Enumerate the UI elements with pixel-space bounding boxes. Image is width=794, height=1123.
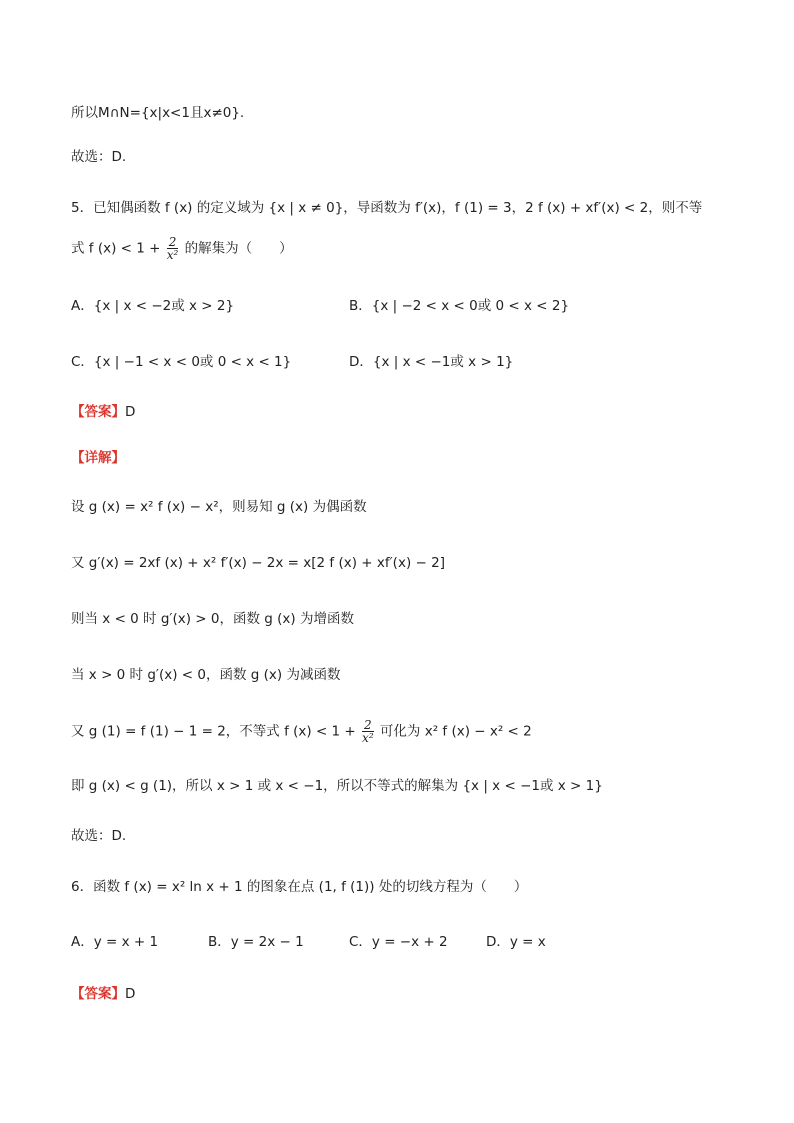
q5-answer xyxy=(71,402,135,422)
q5-detail-line3: 则当 x < 0 时 g′(x) > 0，函数 g (x) 为增函数 xyxy=(71,611,354,627)
previous-conclusion: 所以M∩N={x|x<1且x≠0}. xyxy=(71,105,245,121)
previous-choice: 故选：D. xyxy=(71,149,127,165)
q6-option-c: C．y = −x + 2 xyxy=(349,934,448,950)
q5-detail-line2: 又 g′(x) = 2xf (x) + x² f′(x) − 2x = x[2 f (x) + xf′(x) − 2] xyxy=(71,555,445,571)
q6-stem: 6．函数 f (x) = x² ln x + 1 的图象在点 (1, f (1)) 处的切线方程为（ ） xyxy=(71,879,528,895)
q5-option-a: A．{x | x < −2或 x > 2} xyxy=(71,298,235,314)
q5-fraction-denominator: x² xyxy=(166,248,179,262)
q5-detail-label: 【详解】 xyxy=(71,450,125,466)
q6-option-a: A．y = x + 1 xyxy=(71,934,159,950)
q5-detail-line5-part-b: 可化为 x² f (x) − x² < 2 xyxy=(379,723,532,740)
q5-option-b: B．{x | −2 < x < 0或 0 < x < 2} xyxy=(349,298,570,314)
q5-detail-fraction xyxy=(362,719,374,744)
q6-option-b: B．y = 2x − 1 xyxy=(208,934,304,950)
q5-fraction-numerator: 2 xyxy=(168,235,177,249)
q5-detail-line6: 即 g (x) < g (1)，所以 x > 1 或 x < −1，所以不等式的解集为 {x | x < −1或 x > 1} xyxy=(71,778,603,794)
q5-answer-label: 【答案】 xyxy=(71,404,125,420)
q5-detail-line5 xyxy=(71,719,532,744)
q5-stem-part-a: 式 f (x) < 1 + xyxy=(71,240,161,257)
q6-answer xyxy=(71,984,135,1004)
q5-stem-line1: 5．已知偶函数 f (x) 的定义域为 {x | x ≠ 0}，导函数为 f′(x)，f (1) = 3，2 f (x) + xf′(x) < 2，则不等 xyxy=(71,200,703,216)
q5-choice: 故选：D. xyxy=(71,828,127,844)
q5-detail-line4: 当 x > 0 时 g′(x) < 0，函数 g (x) 为减函数 xyxy=(71,667,341,683)
q6-answer-value: D xyxy=(125,986,136,1002)
q6-option-d: D．y = x xyxy=(486,934,546,950)
q6-answer-label: 【答案】 xyxy=(71,986,125,1002)
q5-detail-line5-part-a: 又 g (1) = f (1) − 1 = 2，不等式 f (x) < 1 + xyxy=(71,723,356,740)
q5-stem-line2 xyxy=(71,236,293,261)
q5-fraction xyxy=(167,236,179,261)
q5-answer-value: D xyxy=(125,404,136,420)
q5-detail-line1: 设 g (x) = x² f (x) − x²，则易知 g (x) 为偶函数 xyxy=(71,499,367,515)
q5-detail-fraction-denominator: x² xyxy=(362,731,374,745)
q5-stem-part-b: 的解集为（ ） xyxy=(184,240,293,257)
q5-option-d: D．{x | x < −1或 x > 1} xyxy=(349,354,514,370)
q5-detail-heading xyxy=(71,448,125,468)
q5-option-c: C．{x | −1 < x < 0或 0 < x < 1} xyxy=(71,354,292,370)
q5-detail-fraction-numerator: 2 xyxy=(364,718,372,732)
